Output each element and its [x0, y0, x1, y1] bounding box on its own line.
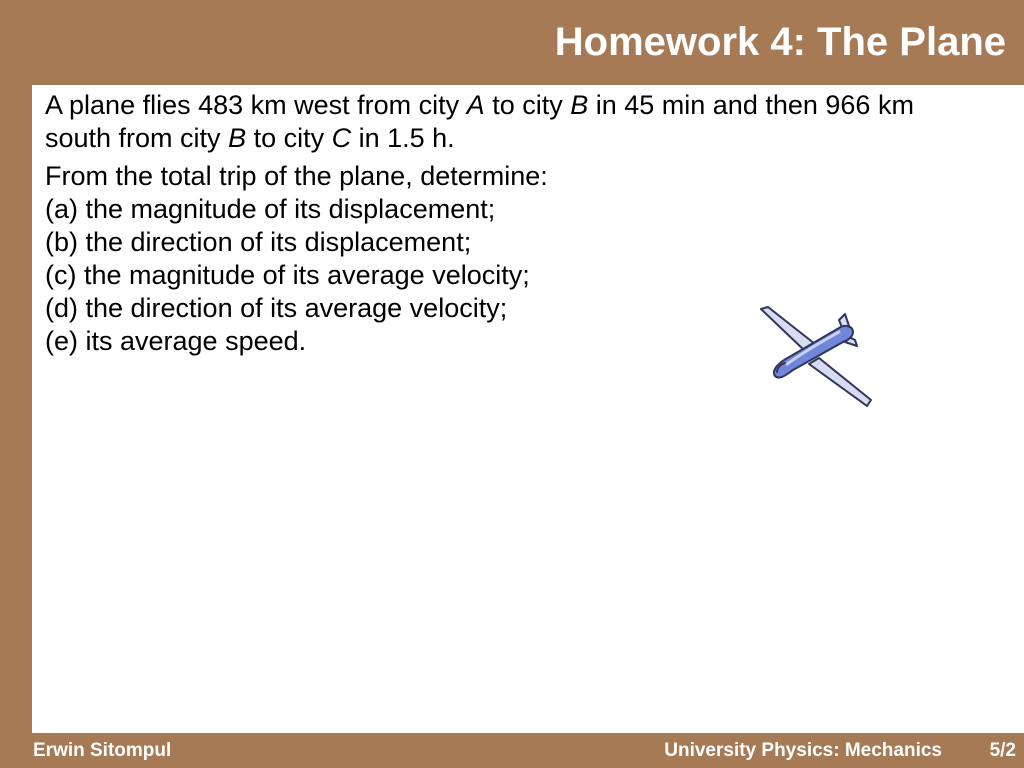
content-area — [32, 85, 1024, 733]
question-intro: From the total trip of the plane, determine: — [45, 161, 548, 191]
statement-part-3: in 45 min and then 966 km south from city — [45, 90, 914, 153]
question-d: (d) the direction of its average velocity; — [45, 293, 508, 323]
question-c: (c) the magnitude of its average velocity; — [45, 260, 530, 290]
city-b-label: B — [570, 90, 589, 120]
question-b: (b) the direction of its displacement; — [45, 227, 472, 257]
city-c-label: C — [331, 123, 352, 153]
statement-part-1: A plane flies 483 km west from city — [45, 90, 467, 120]
city-b-label-2: B — [228, 123, 247, 153]
footer-page-number: 5/2 — [989, 740, 1016, 761]
footer-course: University Physics: Mechanics — [664, 740, 942, 761]
statement-part-5: in 1.5 h. — [351, 123, 455, 153]
question-e: (e) its average speed. — [45, 326, 307, 356]
city-a-label: A — [466, 90, 485, 120]
question-a: (a) the magnitude of its displacement; — [45, 194, 496, 224]
footer-author: Erwin Sitompul — [33, 740, 172, 761]
problem-statement — [45, 89, 985, 155]
statement-part-2: to city — [484, 90, 571, 120]
slide-title: Homework 4: The Plane — [554, 20, 1006, 64]
footer — [0, 733, 1024, 768]
statement-part-4: to city — [246, 123, 332, 153]
airplane-icon — [757, 306, 877, 410]
